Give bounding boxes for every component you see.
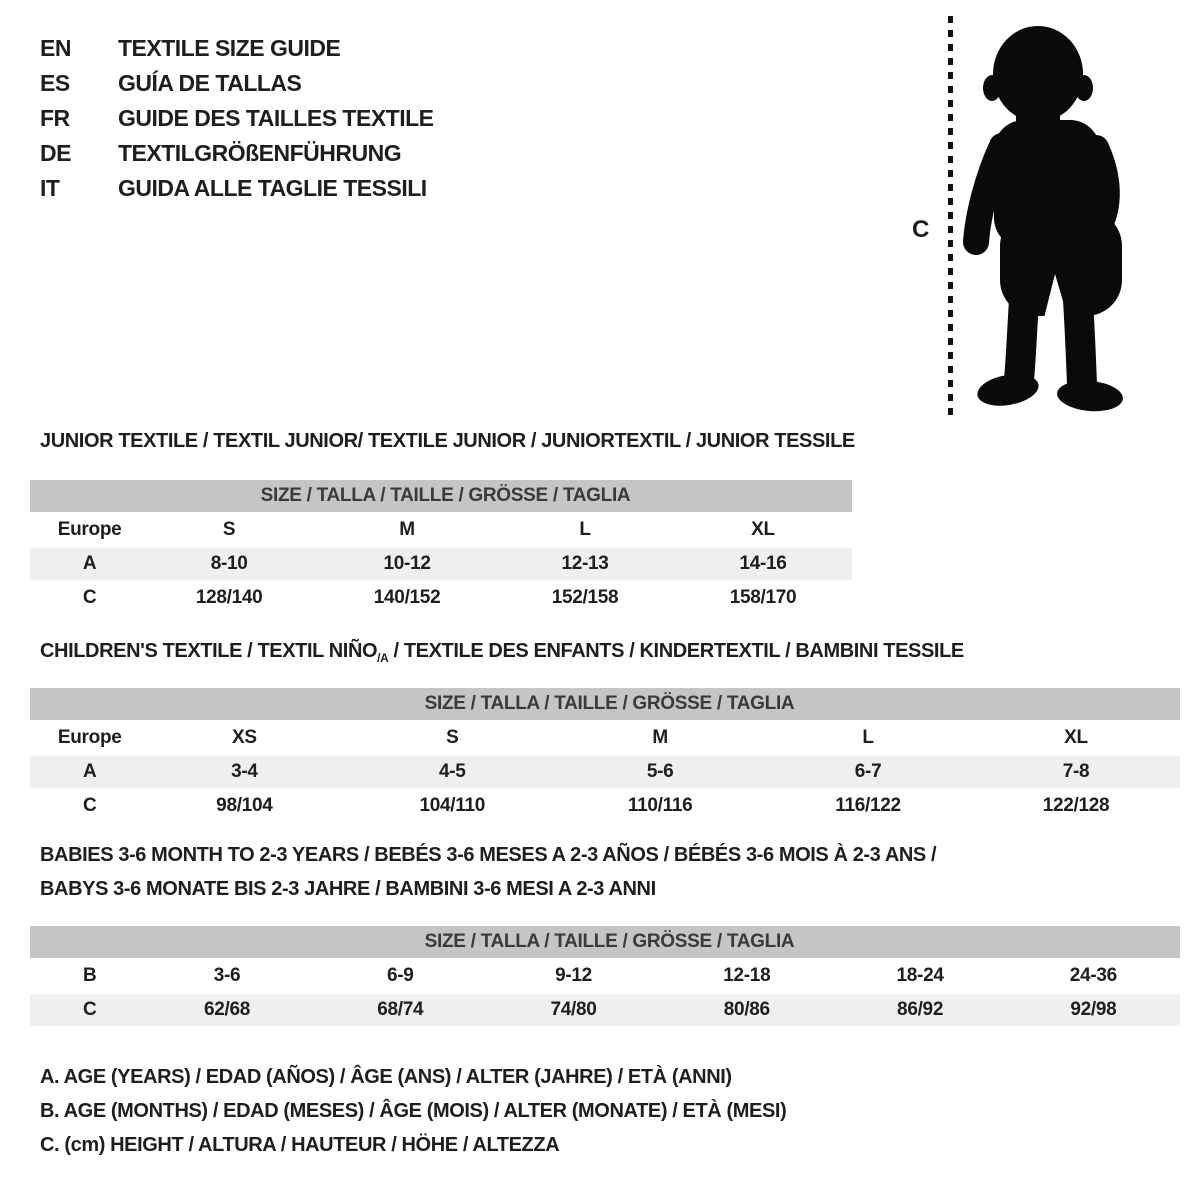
language-label: TEXTILGRÖßENFÜHRUNG — [118, 140, 402, 166]
row-label: C — [30, 994, 140, 1026]
size-cell: 128/140 — [195, 587, 263, 608]
row-label: Europe — [57, 519, 122, 540]
footnote-age-months: B. AGE (MONTHS) / EDAD (MESES) / ÂGE (MOIS) / ALTER (MONATE) / ETÀ (MESI) — [40, 1100, 787, 1122]
size-cell: 4-5 — [348, 756, 556, 788]
size-cell: 3-4 — [140, 756, 348, 788]
table-row-age — [30, 756, 1180, 788]
children-title-post: / TEXTILE DES ENFANTS / KINDERTEXTIL / BAMBINI TESSILE — [388, 640, 964, 662]
height-measure-dashed-line — [948, 16, 953, 416]
size-cell: 8-10 — [140, 548, 318, 580]
size-cell: 80/86 — [660, 994, 833, 1026]
size-cell: 24-36 — [1069, 965, 1117, 986]
size-cell: 158/170 — [729, 587, 797, 608]
size-header-row — [30, 480, 852, 512]
size-cell: S — [446, 727, 459, 748]
language-row-fr — [40, 101, 434, 136]
language-code: ES — [40, 70, 70, 96]
size-cell: L — [862, 727, 874, 748]
size-cell: L — [579, 519, 591, 540]
language-list — [40, 31, 434, 206]
row-label: A — [30, 548, 140, 580]
size-cell: 74/80 — [487, 994, 660, 1026]
language-row-de — [40, 136, 434, 171]
size-cell: 122/128 — [1042, 795, 1110, 816]
toddler-silhouette-icon — [962, 14, 1140, 418]
table-row-months — [30, 960, 1180, 992]
table-row-europe — [30, 514, 852, 546]
size-cell: 116/122 — [835, 795, 901, 816]
size-cell: M — [652, 727, 668, 748]
size-cell: XS — [231, 727, 257, 748]
size-cell: 110/116 — [627, 795, 693, 816]
table-row-europe — [30, 722, 1180, 754]
children-title-sub: /A — [377, 651, 389, 665]
language-code: DE — [40, 140, 71, 166]
size-cell: 92/98 — [1007, 994, 1180, 1026]
size-header-band: SIZE / TALLA / TAILLE / GRÖSSE / TAGLIA — [30, 480, 852, 512]
language-label: GUÍA DE TALLAS — [118, 70, 302, 96]
size-cell: 62/68 — [140, 994, 313, 1026]
junior-size-table — [30, 478, 852, 616]
size-cell: 86/92 — [833, 994, 1006, 1026]
size-cell: XL — [751, 519, 775, 540]
height-measure-label: C — [912, 216, 930, 243]
size-header-band: SIZE / TALLA / TAILLE / GRÖSSE / TAGLIA — [30, 926, 1180, 958]
babies-size-table — [30, 924, 1180, 1028]
language-code: EN — [40, 35, 71, 61]
size-cell: XL — [1064, 727, 1088, 748]
row-label: C — [82, 795, 97, 816]
size-cell: 6-9 — [386, 965, 414, 986]
size-cell: 3-6 — [213, 965, 241, 986]
size-header-row — [30, 688, 1180, 720]
language-row-es — [40, 66, 434, 101]
size-cell: 7-8 — [972, 756, 1180, 788]
footnote-age-years: A. AGE (YEARS) / EDAD (AÑOS) / ÂGE (ANS) / ALTER (JAHRE) / ETÀ (ANNI) — [40, 1066, 732, 1088]
size-cell: 104/110 — [419, 795, 486, 816]
size-cell: 140/152 — [373, 587, 441, 608]
size-header-band: SIZE / TALLA / TAILLE / GRÖSSE / TAGLIA — [30, 688, 1180, 720]
size-cell: 10-12 — [318, 548, 496, 580]
size-cell: S — [222, 519, 236, 540]
language-label: GUIDA ALLE TAGLIE TESSILI — [118, 175, 427, 201]
row-label: C — [82, 587, 97, 608]
children-size-table — [30, 686, 1180, 824]
table-row-age — [30, 548, 852, 580]
row-label: A — [30, 756, 140, 788]
size-cell: 12-13 — [496, 548, 674, 580]
language-row-it — [40, 171, 434, 206]
row-label: Europe — [57, 727, 122, 748]
children-title-pre: CHILDREN'S TEXTILE / TEXTIL NIÑO — [40, 640, 378, 662]
size-cell: 12-18 — [723, 965, 771, 986]
language-code: FR — [40, 105, 70, 131]
junior-section-title: JUNIOR TEXTILE / TEXTIL JUNIOR/ TEXTILE JUNIOR / JUNIORTEXTIL / JUNIOR TESSILE — [40, 430, 855, 452]
table-row-height — [30, 994, 1180, 1026]
table-row-height — [30, 790, 1180, 822]
language-code: IT — [40, 175, 60, 201]
size-cell: 152/158 — [551, 587, 619, 608]
row-label: B — [82, 965, 97, 986]
size-cell: 5-6 — [556, 756, 764, 788]
size-cell: 9-12 — [555, 965, 592, 986]
size-cell: 14-16 — [674, 548, 852, 580]
size-header-row — [30, 926, 1180, 958]
children-section-title — [40, 640, 964, 665]
size-cell: 18-24 — [896, 965, 944, 986]
babies-section-title-line2: BABYS 3-6 MONATE BIS 2-3 JAHRE / BAMBINI 3-6 MESI A 2-3 ANNI — [40, 878, 656, 900]
table-row-height — [30, 582, 852, 614]
size-cell: 98/104 — [216, 795, 273, 816]
size-cell: 68/74 — [314, 994, 487, 1026]
language-row-en — [40, 31, 434, 66]
babies-section-title-line1: BABIES 3-6 MONTH TO 2-3 YEARS / BEBÉS 3-6 MESES A 2-3 AÑOS / BÉBÉS 3-6 MOIS À 2-3 ANS / — [40, 844, 937, 866]
size-cell: 6-7 — [764, 756, 972, 788]
footnote-height-cm: C. (cm) HEIGHT / ALTURA / HAUTEUR / HÖHE / ALTEZZA — [40, 1134, 560, 1156]
language-label: TEXTILE SIZE GUIDE — [118, 35, 341, 61]
size-cell: M — [399, 519, 415, 540]
language-label: GUIDE DES TAILLES TEXTILE — [118, 105, 434, 131]
